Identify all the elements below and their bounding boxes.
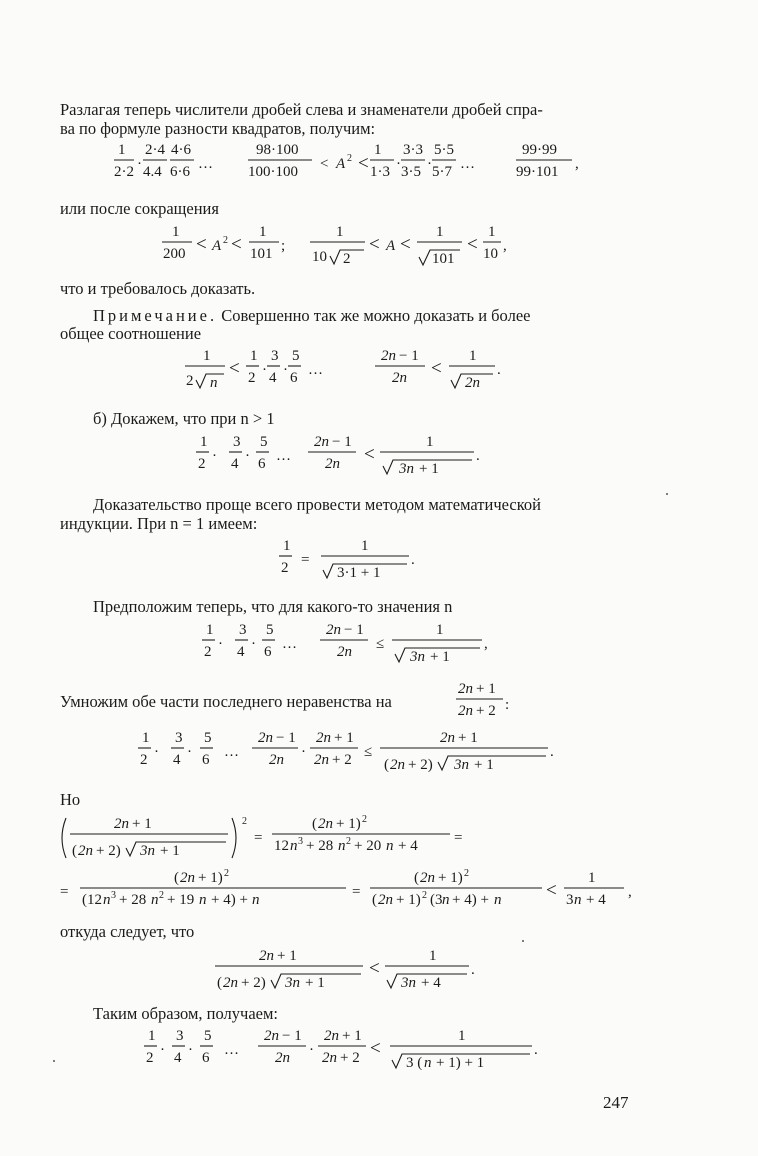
svg-text:<: < xyxy=(467,234,478,255)
paragraph-line: откуда следует, что xyxy=(60,922,195,941)
svg-text:99·101: 99·101 xyxy=(516,164,559,180)
svg-text:2: 2 xyxy=(146,1050,154,1066)
svg-text:+ 4: + 4 xyxy=(421,975,441,991)
svg-text:1: 1 xyxy=(426,434,434,450)
svg-text:5: 5 xyxy=(266,622,274,638)
svg-text:101: 101 xyxy=(250,246,273,262)
svg-text:·: · xyxy=(218,636,223,652)
svg-text:2: 2 xyxy=(281,560,289,576)
svg-text:,: , xyxy=(503,238,507,254)
svg-text:2: 2 xyxy=(204,644,212,660)
svg-text:.: . xyxy=(550,744,554,760)
svg-text:·: · xyxy=(427,156,432,172)
svg-text:<: < xyxy=(546,880,557,901)
svg-text:1: 1 xyxy=(429,948,437,964)
svg-text:2n: 2n xyxy=(324,1028,339,1044)
svg-text:2n: 2n xyxy=(264,1028,279,1044)
svg-text:<: < xyxy=(369,958,380,979)
formula-11 xyxy=(213,944,483,998)
page-number: 247 xyxy=(603,1093,629,1112)
svg-text:2n: 2n xyxy=(326,622,341,638)
svg-text:+ 1): + 1) xyxy=(396,892,421,908)
note-text: Совершенно так же можно доказать и более xyxy=(221,306,531,325)
svg-text:+ 2): + 2) xyxy=(408,757,433,773)
svg-text:6·6: 6·6 xyxy=(170,164,190,180)
paragraph-line: индукции. При n = 1 имеем: xyxy=(60,514,258,533)
svg-text:− 1: − 1 xyxy=(282,1028,302,1044)
svg-text:101: 101 xyxy=(432,251,455,267)
svg-text:3·5: 3·5 xyxy=(401,164,421,180)
svg-text:+ 2): + 2) xyxy=(96,843,121,859)
svg-text:5·7: 5·7 xyxy=(432,164,452,180)
svg-text:,: , xyxy=(575,156,579,172)
svg-text:1: 1 xyxy=(436,622,444,638)
svg-text:·: · xyxy=(154,744,159,760)
svg-text:n: n xyxy=(199,892,207,908)
svg-text:5·5: 5·5 xyxy=(434,142,454,158)
svg-text:<: < xyxy=(320,156,329,172)
svg-text:A: A xyxy=(212,238,222,254)
svg-text:1: 1 xyxy=(250,348,258,364)
formula-4 xyxy=(194,430,504,484)
svg-text:4: 4 xyxy=(237,644,245,660)
svg-text:6: 6 xyxy=(264,644,272,660)
svg-text:·: · xyxy=(396,156,401,172)
svg-text:<: < xyxy=(358,153,369,174)
svg-text:12: 12 xyxy=(274,838,289,854)
svg-text:≤: ≤ xyxy=(376,636,385,652)
svg-text:3·3: 3·3 xyxy=(403,142,423,158)
svg-text:·: · xyxy=(262,362,267,378)
svg-text:+ 1: + 1 xyxy=(277,948,297,964)
scan-speck xyxy=(666,493,668,495)
svg-text:A: A xyxy=(336,156,346,172)
svg-text:99·99: 99·99 xyxy=(522,142,557,158)
svg-text:3n: 3n xyxy=(410,649,425,665)
svg-text:2n: 2n xyxy=(322,1050,337,1066)
svg-text:1: 1 xyxy=(361,538,369,554)
svg-text:2: 2 xyxy=(343,251,351,267)
svg-text:5: 5 xyxy=(292,348,300,364)
svg-text:<: < xyxy=(196,234,207,255)
svg-text:n: n xyxy=(252,892,260,908)
svg-text:<: < xyxy=(369,234,380,255)
svg-text:2n: 2n xyxy=(316,730,331,746)
svg-text:n: n xyxy=(442,892,450,908)
svg-text:·: · xyxy=(301,744,306,760)
svg-text:6: 6 xyxy=(202,752,210,768)
svg-text:2: 2 xyxy=(362,814,367,825)
svg-text:+ 4) +: + 4) + xyxy=(211,892,248,908)
svg-text:2n: 2n xyxy=(337,644,352,660)
formula-10 xyxy=(56,866,656,916)
scan-speck xyxy=(522,940,524,942)
svg-text:2n: 2n xyxy=(390,757,405,773)
formula-7 xyxy=(455,677,535,723)
svg-text:.: . xyxy=(497,362,501,378)
svg-text:.: . xyxy=(534,1042,538,1058)
svg-text:100·100: 100·100 xyxy=(248,164,298,180)
svg-text:n: n xyxy=(424,1055,432,1071)
svg-text:+ 4) +: + 4) + xyxy=(452,892,489,908)
svg-text:+ 19: + 19 xyxy=(167,892,195,908)
svg-text:+ 1: + 1 xyxy=(342,1028,362,1044)
formula-2 xyxy=(160,220,540,272)
svg-text:2: 2 xyxy=(186,373,194,389)
svg-text:(: ( xyxy=(384,757,389,773)
svg-text:(: ( xyxy=(372,892,377,908)
svg-text:2n: 2n xyxy=(78,843,93,859)
svg-text:2: 2 xyxy=(223,235,228,246)
paragraph-line: ва по формуле разности квадратов, получим: xyxy=(60,119,376,138)
svg-text:2n: 2n xyxy=(420,870,435,886)
paragraph-line: или после сокращения xyxy=(60,199,219,218)
formula-6 xyxy=(200,618,510,672)
svg-text:2·4: 2·4 xyxy=(145,142,165,158)
svg-text:10: 10 xyxy=(483,246,498,262)
svg-text:− 1: − 1 xyxy=(332,434,352,450)
svg-text:1: 1 xyxy=(374,142,382,158)
svg-text:(: ( xyxy=(312,816,317,832)
paragraph-line: что и требовалось доказать. xyxy=(60,279,256,298)
svg-text:n: n xyxy=(103,892,111,908)
svg-text:,: , xyxy=(484,636,488,652)
svg-text:n: n xyxy=(151,892,159,908)
svg-text:4·6: 4·6 xyxy=(171,142,191,158)
svg-text:(: ( xyxy=(174,870,179,886)
paragraph-line: общее соотношение xyxy=(60,324,202,343)
svg-text:4.4: 4.4 xyxy=(143,164,162,180)
svg-text:4: 4 xyxy=(231,456,239,472)
svg-text:·: · xyxy=(212,448,217,464)
svg-text:+ 4: + 4 xyxy=(586,892,606,908)
svg-text:2n: 2n xyxy=(223,975,238,991)
scan-speck xyxy=(53,1060,55,1062)
svg-text:3n: 3n xyxy=(454,757,469,773)
svg-text:2: 2 xyxy=(347,153,352,164)
svg-text:5: 5 xyxy=(204,1028,212,1044)
svg-text:n: n xyxy=(290,838,298,854)
svg-text:2n: 2n xyxy=(269,752,284,768)
svg-text:(: ( xyxy=(72,843,77,859)
svg-text:− 1: − 1 xyxy=(276,730,296,746)
svg-text:…: … xyxy=(460,156,475,172)
svg-text:.: . xyxy=(411,552,415,568)
svg-text:+ 1) + 1: + 1) + 1 xyxy=(436,1055,485,1071)
svg-text:1: 1 xyxy=(283,538,291,554)
svg-text:…: … xyxy=(308,362,323,378)
svg-text:2n: 2n xyxy=(314,434,329,450)
svg-text:3: 3 xyxy=(239,622,247,638)
svg-text:+ 1: + 1 xyxy=(132,816,152,832)
svg-text:·: · xyxy=(283,362,288,378)
svg-text:3n: 3n xyxy=(399,461,414,477)
svg-text:2n: 2n xyxy=(378,892,393,908)
svg-text:+ 1: + 1 xyxy=(305,975,325,991)
svg-text:·: · xyxy=(160,1042,165,1058)
svg-text:1: 1 xyxy=(469,348,477,364)
svg-text:2n: 2n xyxy=(325,456,340,472)
svg-text:1: 1 xyxy=(172,224,180,240)
svg-text:n: n xyxy=(386,838,394,854)
svg-text:;: ; xyxy=(281,238,286,254)
svg-text:n: n xyxy=(574,892,582,908)
svg-text:+ 28: + 28 xyxy=(306,838,334,854)
svg-text:·: · xyxy=(251,636,256,652)
svg-text:1: 1 xyxy=(588,870,596,886)
svg-text:1·3: 1·3 xyxy=(370,164,390,180)
svg-text:3n: 3n xyxy=(140,843,155,859)
formula-12 xyxy=(142,1024,562,1078)
svg-text:<: < xyxy=(229,358,240,379)
svg-text:+ 2: + 2 xyxy=(476,703,496,719)
svg-text:3n: 3n xyxy=(401,975,416,991)
svg-text:2: 2 xyxy=(159,890,164,901)
svg-text:+ 1): + 1) xyxy=(336,816,361,832)
svg-text:− 1: − 1 xyxy=(399,348,419,364)
svg-text:+ 1): + 1) xyxy=(198,870,223,886)
svg-text:n: n xyxy=(494,892,502,908)
svg-text:1: 1 xyxy=(203,348,211,364)
svg-text:·: · xyxy=(245,448,250,464)
svg-text:5: 5 xyxy=(260,434,268,450)
svg-text:4: 4 xyxy=(269,370,277,386)
svg-text:10: 10 xyxy=(312,249,327,265)
svg-text:n: n xyxy=(338,838,346,854)
svg-text:4: 4 xyxy=(174,1050,182,1066)
formula-8 xyxy=(136,726,576,780)
svg-text:(: ( xyxy=(414,870,419,886)
svg-text:3: 3 xyxy=(176,1028,184,1044)
svg-text:2n: 2n xyxy=(465,375,480,391)
paragraph-line: Умножим обе части последнего неравенства на xyxy=(60,692,392,711)
svg-text:·: · xyxy=(187,744,192,760)
svg-text:2n: 2n xyxy=(458,703,473,719)
svg-text:=: = xyxy=(254,830,263,846)
svg-text:(3: (3 xyxy=(430,892,443,908)
svg-text:<: < xyxy=(400,234,411,255)
svg-text:98·100: 98·100 xyxy=(256,142,299,158)
svg-text:·: · xyxy=(309,1042,314,1058)
svg-text:1: 1 xyxy=(259,224,267,240)
svg-text:2: 2 xyxy=(422,890,427,901)
svg-text::: : xyxy=(505,697,510,713)
svg-text:2n: 2n xyxy=(440,730,455,746)
paragraph-line: Предположим теперь, что для какого-то значения n xyxy=(93,597,453,616)
svg-text:− 1: − 1 xyxy=(344,622,364,638)
svg-text:.: . xyxy=(476,448,480,464)
svg-text:2n: 2n xyxy=(114,816,129,832)
svg-text:3n: 3n xyxy=(285,975,300,991)
svg-text:2·2: 2·2 xyxy=(114,164,134,180)
svg-text:n: n xyxy=(210,375,218,391)
formula-5 xyxy=(277,534,437,588)
svg-text:1: 1 xyxy=(336,224,344,240)
svg-text:=: = xyxy=(301,552,310,568)
svg-text:1: 1 xyxy=(200,434,208,450)
svg-text:2: 2 xyxy=(198,456,206,472)
formula-9 xyxy=(56,812,476,866)
svg-text:1: 1 xyxy=(142,730,150,746)
svg-text:3: 3 xyxy=(566,892,574,908)
svg-text:2n: 2n xyxy=(275,1050,290,1066)
svg-text:2n: 2n xyxy=(458,681,473,697)
svg-text:+ 1: + 1 xyxy=(160,843,180,859)
svg-text:+ 2): + 2) xyxy=(241,975,266,991)
svg-text:,: , xyxy=(628,884,632,900)
svg-text:.: . xyxy=(471,962,475,978)
svg-text:=: = xyxy=(454,830,463,846)
svg-text:6: 6 xyxy=(258,456,266,472)
svg-text:1: 1 xyxy=(148,1028,156,1044)
svg-text:2: 2 xyxy=(346,836,351,847)
svg-text:2n: 2n xyxy=(318,816,333,832)
paragraph-line: Доказательство проще всего провести методом математической xyxy=(93,495,541,514)
svg-text:1: 1 xyxy=(436,224,444,240)
svg-text:+ 2: + 2 xyxy=(332,752,352,768)
svg-text:3: 3 xyxy=(298,836,303,847)
svg-text:2: 2 xyxy=(224,868,229,879)
svg-text:…: … xyxy=(224,744,239,760)
svg-text:<: < xyxy=(370,1038,381,1059)
svg-text:+ 1): + 1) xyxy=(438,870,463,886)
svg-text:2: 2 xyxy=(242,816,247,827)
svg-text:+ 4: + 4 xyxy=(398,838,418,854)
svg-text:<: < xyxy=(364,444,375,465)
svg-text:200: 200 xyxy=(163,246,186,262)
svg-text:2n: 2n xyxy=(381,348,396,364)
svg-text:<: < xyxy=(431,358,442,379)
paragraph-line: Разлагая теперь числители дробей слева и знаменатели дробей спра- xyxy=(60,100,543,119)
svg-text:1: 1 xyxy=(488,224,496,240)
svg-text:+ 1: + 1 xyxy=(334,730,354,746)
svg-text:+ 2: + 2 xyxy=(340,1050,360,1066)
svg-text:3: 3 xyxy=(233,434,241,450)
svg-text:3 (: 3 ( xyxy=(406,1055,423,1071)
svg-text:2n: 2n xyxy=(259,948,274,964)
svg-text:2n: 2n xyxy=(258,730,273,746)
svg-text:…: … xyxy=(198,156,213,172)
svg-text:3: 3 xyxy=(111,890,116,901)
svg-text:2: 2 xyxy=(140,752,148,768)
paragraph-line: Но xyxy=(60,790,81,809)
svg-text:≤: ≤ xyxy=(364,744,373,760)
svg-text:2n: 2n xyxy=(314,752,329,768)
svg-text:4: 4 xyxy=(173,752,181,768)
svg-text:+ 1: + 1 xyxy=(474,757,494,773)
formula-3 xyxy=(183,344,523,398)
svg-text:2n: 2n xyxy=(180,870,195,886)
formula-1 xyxy=(112,140,612,186)
svg-text:+ 20: + 20 xyxy=(354,838,382,854)
svg-text:…: … xyxy=(224,1042,239,1058)
svg-text:<: < xyxy=(231,234,242,255)
svg-text:+ 1: + 1 xyxy=(419,461,439,477)
svg-text:=: = xyxy=(60,884,69,900)
svg-text:·: · xyxy=(188,1042,193,1058)
svg-text:1: 1 xyxy=(206,622,214,638)
svg-text:1: 1 xyxy=(118,142,126,158)
note-heading: Примечание. xyxy=(93,306,218,325)
svg-text:+ 1: + 1 xyxy=(430,649,450,665)
svg-text:…: … xyxy=(282,636,297,652)
svg-text:3: 3 xyxy=(175,730,183,746)
svg-text:3·1 + 1: 3·1 + 1 xyxy=(337,565,381,581)
svg-text:(12: (12 xyxy=(82,892,102,908)
svg-text:2n: 2n xyxy=(392,370,407,386)
svg-text:+ 28: + 28 xyxy=(119,892,147,908)
svg-text:2: 2 xyxy=(248,370,256,386)
svg-text:(: ( xyxy=(217,975,222,991)
svg-text:6: 6 xyxy=(290,370,298,386)
svg-text:…: … xyxy=(276,448,291,464)
svg-text:1: 1 xyxy=(458,1028,466,1044)
svg-text:5: 5 xyxy=(204,730,212,746)
svg-text:+ 1: + 1 xyxy=(476,681,496,697)
svg-text:=: = xyxy=(352,884,361,900)
svg-text:2: 2 xyxy=(464,868,469,879)
svg-text:6: 6 xyxy=(202,1050,210,1066)
svg-text:·: · xyxy=(137,156,142,172)
paragraph-line: Таким образом, получаем: xyxy=(93,1004,278,1023)
svg-text:3: 3 xyxy=(271,348,279,364)
svg-text:A: A xyxy=(386,238,396,254)
paragraph-line: б) Докажем, что при n > 1 xyxy=(93,409,275,428)
svg-text:+ 1: + 1 xyxy=(458,730,478,746)
